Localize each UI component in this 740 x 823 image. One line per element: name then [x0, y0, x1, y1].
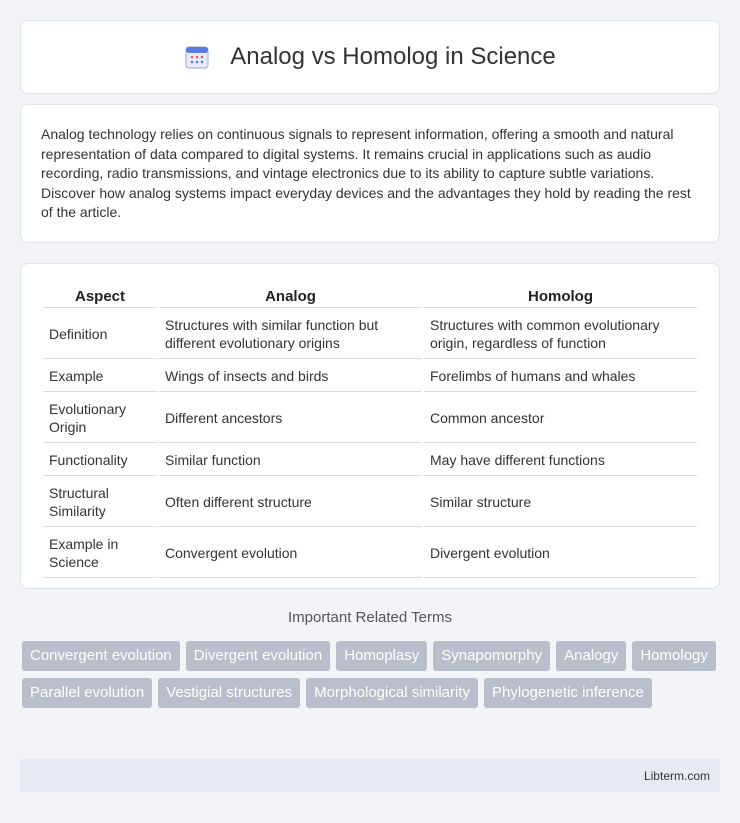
- related-term-tag[interactable]: Homology: [632, 641, 716, 671]
- table-row: [43, 310, 697, 359]
- table-row: [43, 445, 697, 476]
- footer-site-link[interactable]: Libterm.com: [643, 768, 710, 783]
- table-cell: Structural Similarity: [43, 478, 157, 527]
- table-cell: Example in Science: [43, 529, 157, 578]
- related-term-tag[interactable]: Analogy: [556, 641, 626, 671]
- related-terms-title: Important Related Terms: [288, 609, 452, 626]
- table-header-row: [43, 286, 697, 308]
- header-card: [20, 20, 720, 94]
- footer: [20, 759, 720, 792]
- table-cell: Similar function: [159, 445, 422, 476]
- table-cell: May have different functions: [424, 445, 697, 476]
- related-term-tag[interactable]: Vestigial structures: [158, 678, 300, 708]
- table-row: [43, 394, 697, 443]
- related-term-tag[interactable]: Convergent evolution: [22, 641, 180, 671]
- table-cell: Divergent evolution: [424, 529, 697, 578]
- column-header-homolog: Homolog: [424, 286, 697, 308]
- table-cell: Forelimbs of humans and whales: [424, 361, 697, 392]
- intro-card: [20, 104, 720, 243]
- calendar-icon: [184, 44, 210, 70]
- comparison-table-card: [20, 263, 720, 589]
- table-cell: Common ancestor: [424, 394, 697, 443]
- table-cell: Functionality: [43, 445, 157, 476]
- related-term-tag[interactable]: Morphological similarity: [306, 678, 478, 708]
- table-row: [43, 478, 697, 527]
- table-cell: Convergent evolution: [159, 529, 422, 578]
- related-term-tag[interactable]: Homoplasy: [336, 641, 427, 671]
- intro-text: Analog technology relies on continuous signals to represent information, offering a smooth and natural representation of data compared to digital systems. It remains crucial in applications such as audio recording, radio transmissions, and vintage electronics due to its ability to capture subtle variations. Discover how analog systems impact everyday devices and the advantages they hold by reading the rest of the article.: [41, 126, 691, 220]
- table-cell: Structures with common evolutionary origin, regardless of function: [424, 310, 697, 359]
- table-cell: Often different structure: [159, 478, 422, 527]
- page-title: Analog vs Homolog in Science: [230, 43, 556, 70]
- table-cell: Structures with similar function but different evolutionary origins: [159, 310, 422, 359]
- table-cell: Different ancestors: [159, 394, 422, 443]
- related-term-tag[interactable]: Synapomorphy: [433, 641, 550, 671]
- related-term-tag[interactable]: Parallel evolution: [22, 678, 152, 708]
- related-term-tag[interactable]: Divergent evolution: [186, 641, 330, 671]
- table-cell: Similar structure: [424, 478, 697, 527]
- column-header-analog: Analog: [159, 286, 422, 308]
- column-header-aspect: Aspect: [43, 286, 157, 308]
- table-cell: Wings of insects and birds: [159, 361, 422, 392]
- table-cell: Definition: [43, 310, 157, 359]
- related-terms-list: [22, 641, 722, 715]
- related-term-tag[interactable]: Phylogenetic inference: [484, 678, 652, 708]
- comparison-table: [41, 284, 699, 580]
- table-row: [43, 361, 697, 392]
- table-cell: Example: [43, 361, 157, 392]
- table-cell: Evolutionary Origin: [43, 394, 157, 443]
- table-row: [43, 529, 697, 578]
